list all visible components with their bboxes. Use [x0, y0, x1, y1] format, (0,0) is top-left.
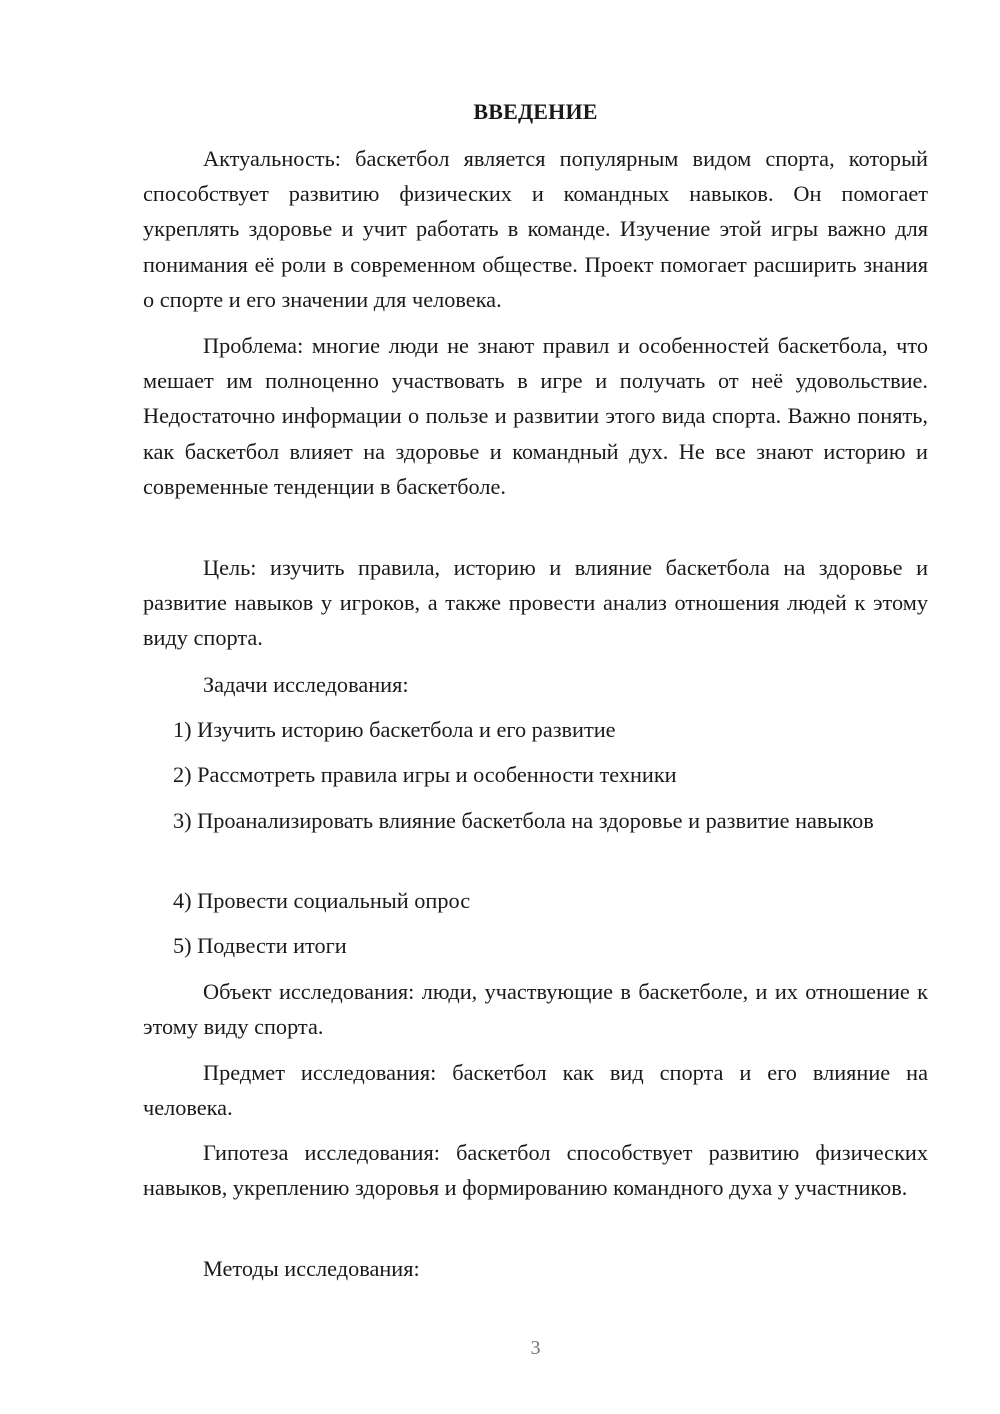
section-heading: ВВЕДЕНИЕ: [473, 99, 598, 124]
task-item-2: 2) Рассмотреть правила игры и особенности техники: [173, 762, 677, 787]
paragraph-subject: Предмет исследования: баскетбол как вид спорта и его влияние на человека.: [143, 1060, 928, 1121]
paragraph-goal: Цель: изучить правила, историю и влияние баскетбола на здоровье и развитие навыков у игроков, а также провести анализ отношения людей к этому виду спорта.: [143, 555, 928, 651]
paragraph-object: Объект исследования: люди, участвующие в баскетболе, и их отношение к этому виду спорта.: [143, 979, 928, 1040]
page-number: 3: [530, 1337, 541, 1359]
paragraph-relevance: Актуальность: баскетбол является популярным видом спорта, который способствует развитию физических и командных навыков. Он помогает укреплять здоровье и учит работать в команде. Изучение этой игры важно для понимания её роли в современном обществе. Проект помогает расширить знания о спорте и его значении для человека.: [143, 146, 928, 312]
task-item-4: 4) Провести социальный опрос: [173, 888, 471, 913]
task-item-5: 5) Подвести итоги: [173, 933, 347, 958]
document-page: [143, 0, 928, 1414]
paragraph-hypothesis: Гипотеза исследования: баскетбол способствует развитию физических навыков, укреплению здоровья и формированию командного духа у участников.: [143, 1140, 928, 1201]
task-item-3: 3) Проанализировать влияние баскетбола на здоровье и развитие навыков: [173, 808, 874, 833]
methods-title: Методы исследования:: [203, 1256, 420, 1281]
tasks-title: Задачи исследования:: [203, 672, 409, 697]
paragraph-problem: Проблема: многие люди не знают правил и особенностей баскетбола, что мешает им полноценно участвовать в игре и получать от неё удовольствие. Недостаточно информации о пользе и развитии этого вида спорта. Важно понять, как баскетбол влияет на здоровье и командный дух. Не все знают историю и современные тенденции в баскетболе.: [143, 333, 928, 499]
task-item-1: 1) Изучить историю баскетбола и его развитие: [173, 717, 616, 742]
